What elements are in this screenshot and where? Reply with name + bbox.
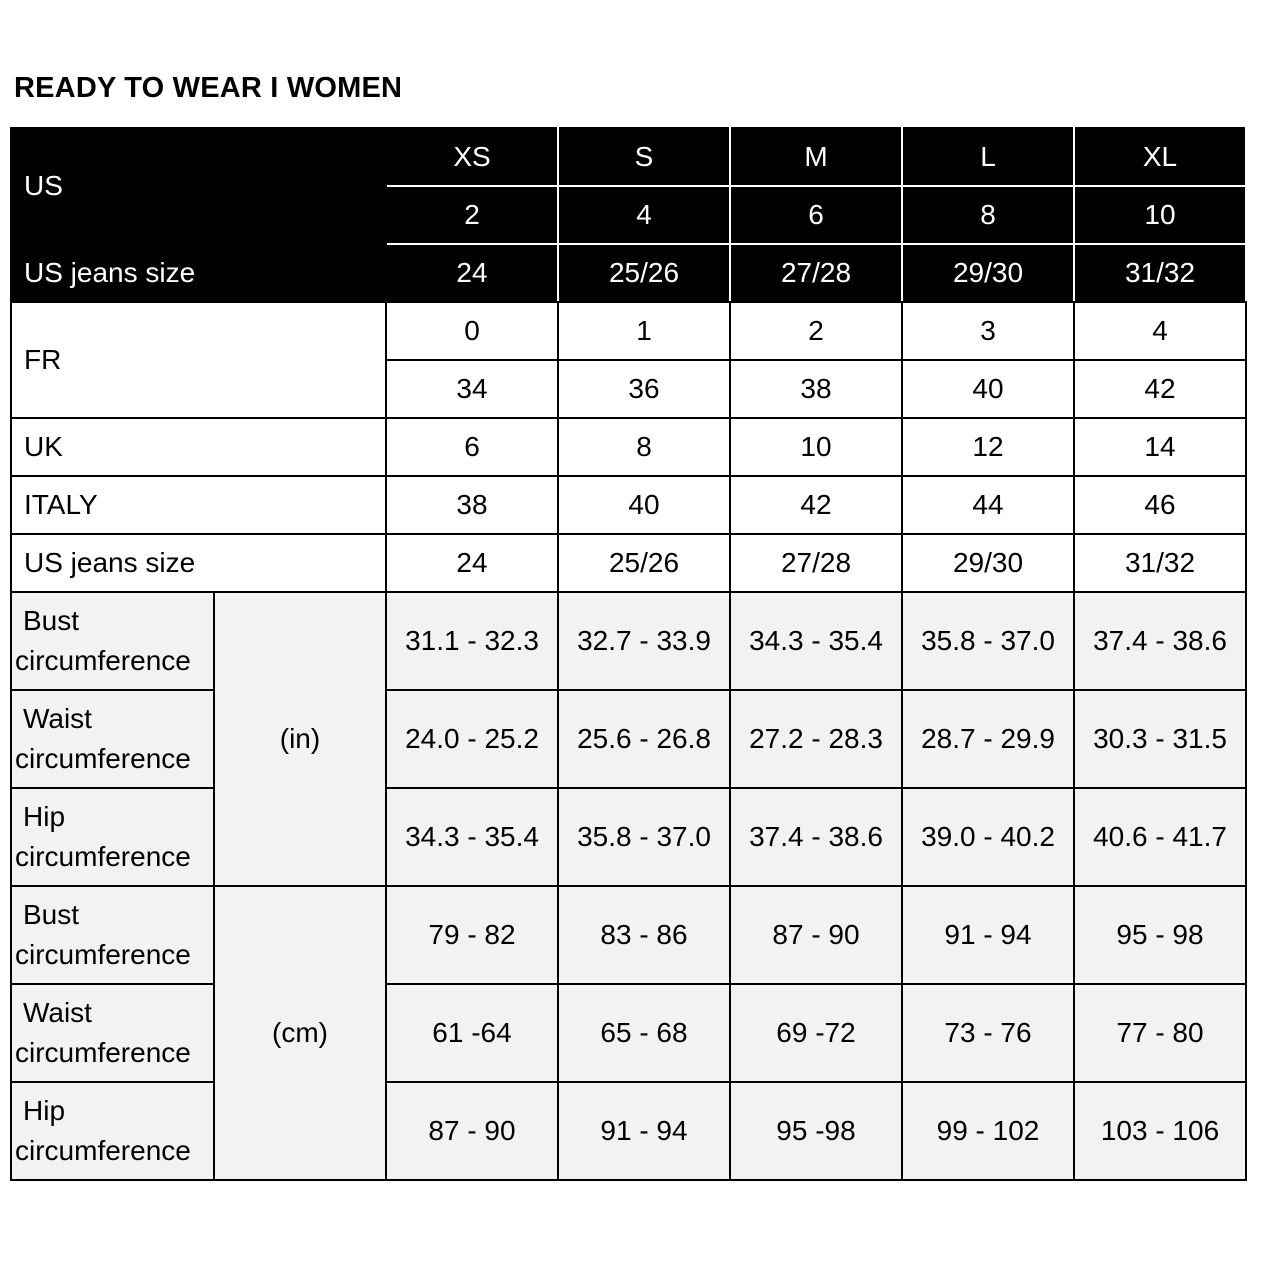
us-jeans-cell: 31/32 — [1074, 534, 1246, 592]
fr-cell: 1 — [558, 302, 730, 360]
waist-cm-cell: 61 -64 — [386, 984, 558, 1082]
fr-label: FR — [11, 302, 386, 418]
hip-cm-cell: 87 - 90 — [386, 1082, 558, 1180]
hip-in-cell: 40.6 - 41.7 — [1074, 788, 1246, 886]
us-jeans-header-cell: 24 — [386, 244, 558, 302]
hip-cm-row — [11, 1082, 1246, 1180]
page-title: READY TO WEAR I WOMEN — [14, 72, 403, 104]
bust-in-label-line1: Bust — [23, 605, 80, 636]
hip-in-row — [11, 788, 1246, 886]
bust-in-row — [11, 592, 1246, 690]
italy-label: ITALY — [11, 476, 386, 534]
waist-in-cell: 25.6 - 26.8 — [558, 690, 730, 788]
inches-unit: (in) — [214, 592, 386, 886]
hip-in-cell: 39.0 - 40.2 — [902, 788, 1074, 886]
italy-cell: 40 — [558, 476, 730, 534]
us-jeans-cell: 27/28 — [730, 534, 902, 592]
bust-in-cell: 34.3 - 35.4 — [730, 592, 902, 690]
bust-in-label-line2: circumference — [15, 645, 191, 676]
fr-row-1 — [11, 302, 1246, 360]
size-header-l: L — [902, 128, 1074, 186]
hip-cm-cell: 103 - 106 — [1074, 1082, 1246, 1180]
hip-in-label-line1: Hip — [23, 801, 66, 832]
fr-cell: 38 — [730, 360, 902, 418]
waist-cm-cell: 65 - 68 — [558, 984, 730, 1082]
bust-in-cell: 32.7 - 33.9 — [558, 592, 730, 690]
size-chart-table — [10, 127, 1247, 1181]
hip-cm-label-line2: circumference — [15, 1135, 191, 1166]
waist-cm-cell: 77 - 80 — [1074, 984, 1246, 1082]
bust-cm-cell: 79 - 82 — [386, 886, 558, 984]
hip-in-cell: 37.4 - 38.6 — [730, 788, 902, 886]
waist-in-label-line2: circumference — [15, 743, 191, 774]
bust-cm-cell: 91 - 94 — [902, 886, 1074, 984]
waist-in-cell: 24.0 - 25.2 — [386, 690, 558, 788]
uk-cell: 8 — [558, 418, 730, 476]
us-jeans-label: US jeans size — [11, 534, 386, 592]
bust-cm-label-line2: circumference — [15, 939, 191, 970]
hip-cm-label-line1: Hip — [23, 1095, 66, 1126]
us-cell: 2 — [386, 186, 558, 244]
italy-cell: 38 — [386, 476, 558, 534]
us-jeans-header-row — [11, 244, 1246, 302]
us-cell: 6 — [730, 186, 902, 244]
waist-in-cell: 27.2 - 28.3 — [730, 690, 902, 788]
waist-in-cell: 30.3 - 31.5 — [1074, 690, 1246, 788]
fr-cell: 36 — [558, 360, 730, 418]
uk-cell: 12 — [902, 418, 1074, 476]
uk-label: UK — [11, 418, 386, 476]
size-header-s: S — [558, 128, 730, 186]
bust-in-cell: 37.4 - 38.6 — [1074, 592, 1246, 690]
waist-cm-label — [11, 984, 214, 1082]
us-jeans-cell: 25/26 — [558, 534, 730, 592]
us-jeans-header-cell: 25/26 — [558, 244, 730, 302]
uk-row — [11, 418, 1246, 476]
us-jeans-header-cell: 31/32 — [1074, 244, 1246, 302]
hip-in-cell: 34.3 - 35.4 — [386, 788, 558, 886]
us-jeans-cell: 29/30 — [902, 534, 1074, 592]
italy-cell: 44 — [902, 476, 1074, 534]
uk-cell: 6 — [386, 418, 558, 476]
waist-cm-label-line2: circumference — [15, 1037, 191, 1068]
fr-cell: 0 — [386, 302, 558, 360]
fr-cell: 3 — [902, 302, 1074, 360]
waist-in-cell: 28.7 - 29.9 — [902, 690, 1074, 788]
us-label: US — [11, 128, 386, 244]
waist-cm-cell: 69 -72 — [730, 984, 902, 1082]
us-jeans-header-cell: 27/28 — [730, 244, 902, 302]
us-jeans-header-cell: 29/30 — [902, 244, 1074, 302]
uk-cell: 14 — [1074, 418, 1246, 476]
fr-cell: 34 — [386, 360, 558, 418]
us-cell: 4 — [558, 186, 730, 244]
size-header-m: M — [730, 128, 902, 186]
italy-cell: 42 — [730, 476, 902, 534]
waist-cm-label-line1: Waist — [23, 997, 92, 1028]
us-cell: 10 — [1074, 186, 1246, 244]
fr-cell: 4 — [1074, 302, 1246, 360]
hip-cm-cell: 99 - 102 — [902, 1082, 1074, 1180]
fr-cell: 2 — [730, 302, 902, 360]
bust-cm-cell: 83 - 86 — [558, 886, 730, 984]
fr-cell: 40 — [902, 360, 1074, 418]
uk-cell: 10 — [730, 418, 902, 476]
waist-in-label — [11, 690, 214, 788]
bust-in-label — [11, 592, 214, 690]
hip-cm-cell: 91 - 94 — [558, 1082, 730, 1180]
italy-cell: 46 — [1074, 476, 1246, 534]
size-header-xl: XL — [1074, 128, 1246, 186]
bust-in-cell: 31.1 - 32.3 — [386, 592, 558, 690]
us-cell: 8 — [902, 186, 1074, 244]
fr-cell: 42 — [1074, 360, 1246, 418]
waist-cm-cell: 73 - 76 — [902, 984, 1074, 1082]
waist-in-row — [11, 690, 1246, 788]
hip-cm-label — [11, 1082, 214, 1180]
cm-unit: (cm) — [214, 886, 386, 1180]
hip-cm-cell: 95 -98 — [730, 1082, 902, 1180]
waist-cm-row — [11, 984, 1246, 1082]
hip-in-label — [11, 788, 214, 886]
hip-in-label-line2: circumference — [15, 841, 191, 872]
us-jeans-header-label: US jeans size — [11, 244, 386, 302]
bust-cm-label-line1: Bust — [23, 899, 80, 930]
us-jeans-cell: 24 — [386, 534, 558, 592]
us-jeans-row — [11, 534, 1246, 592]
bust-cm-cell: 95 - 98 — [1074, 886, 1246, 984]
bust-cm-label — [11, 886, 214, 984]
bust-cm-row — [11, 886, 1246, 984]
hip-in-cell: 35.8 - 37.0 — [558, 788, 730, 886]
waist-in-label-line1: Waist — [23, 703, 92, 734]
italy-row — [11, 476, 1246, 534]
size-header-xs: XS — [386, 128, 558, 186]
size-letter-row — [11, 128, 1246, 186]
bust-cm-cell: 87 - 90 — [730, 886, 902, 984]
bust-in-cell: 35.8 - 37.0 — [902, 592, 1074, 690]
